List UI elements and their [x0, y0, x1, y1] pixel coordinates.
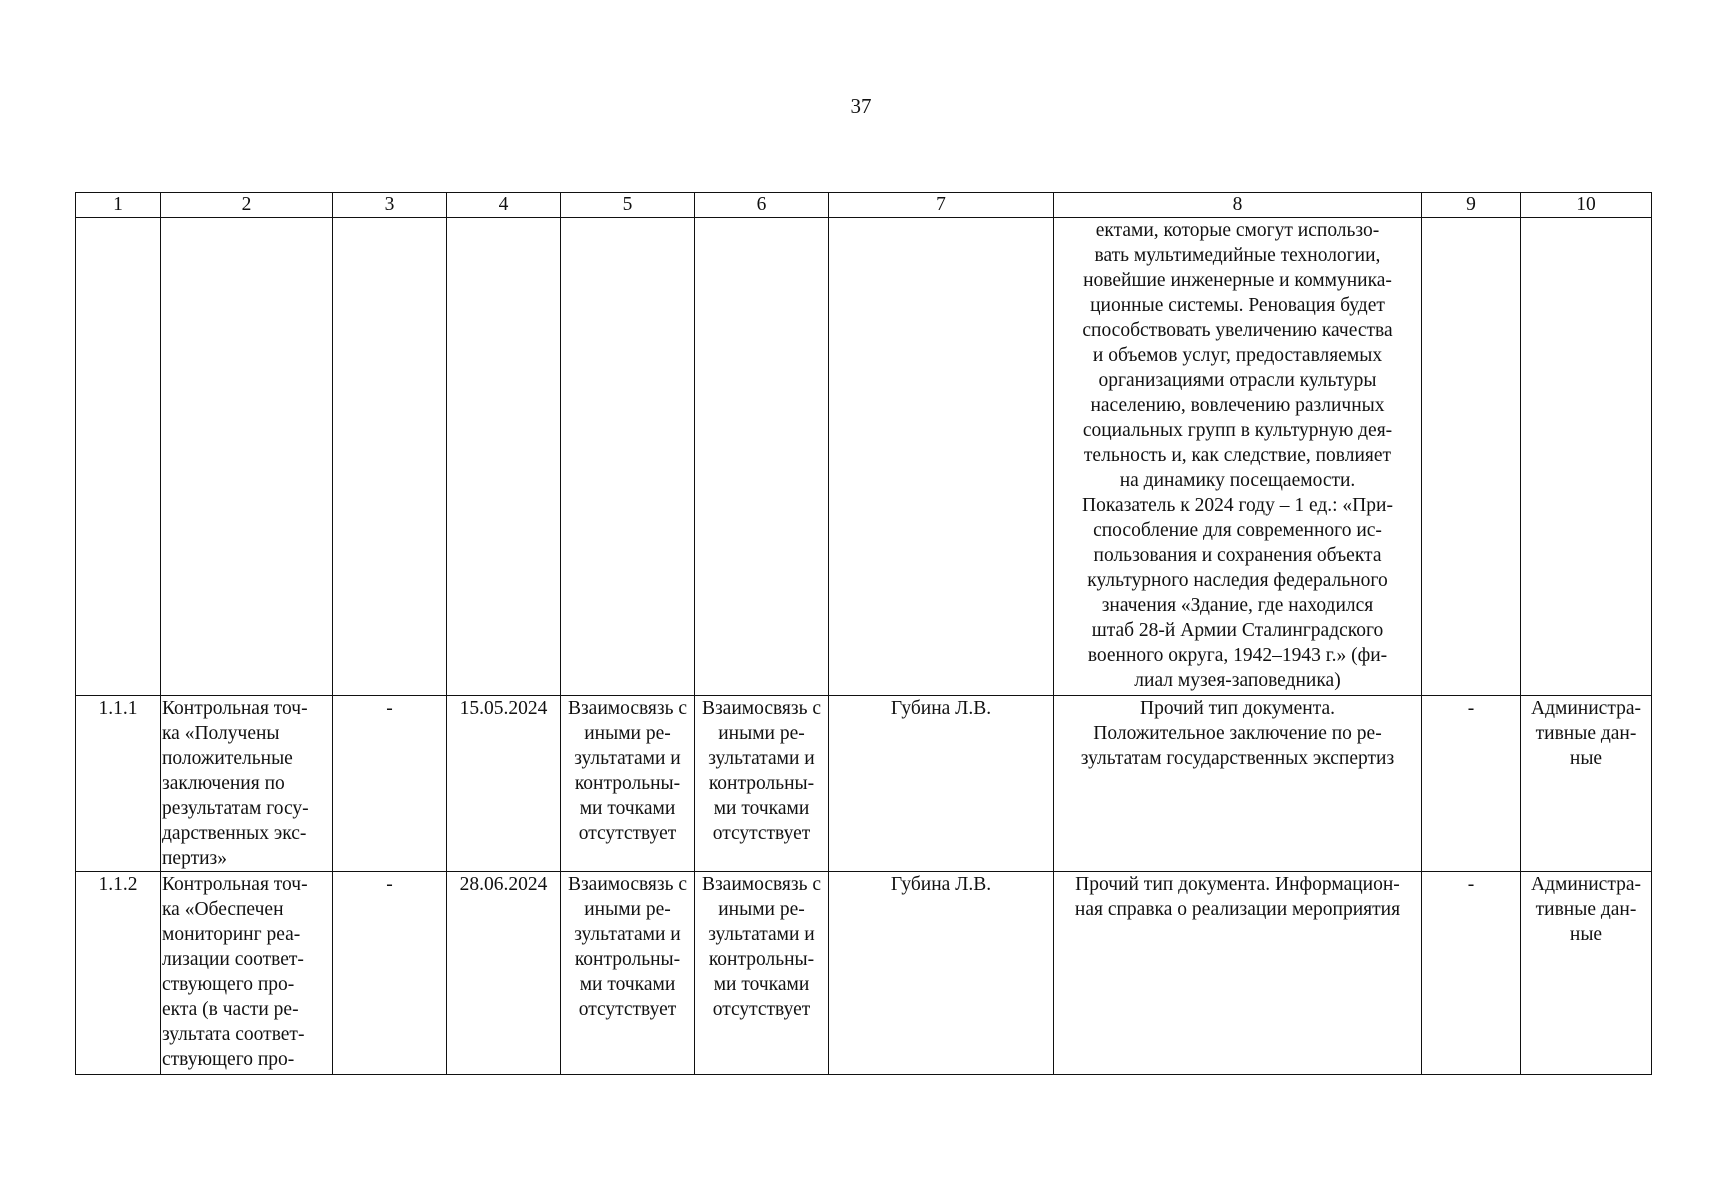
row-number: 1.1.2: [76, 872, 161, 1075]
empty-cell: [829, 218, 1054, 696]
column-number: 4: [447, 193, 561, 218]
column-number: 8: [1054, 193, 1422, 218]
data-source: Администра- тивные дан- ные: [1521, 696, 1652, 872]
column-number: 9: [1422, 193, 1521, 218]
column-number: 10: [1521, 193, 1652, 218]
due-date: 28.06.2024: [447, 872, 561, 1075]
relations-control-points: Взаимосвязь с иными ре- зультатами и контрольны- ми точками отсутствует: [695, 872, 829, 1075]
row-number: 1.1.1: [76, 696, 161, 872]
empty-cell: [695, 218, 829, 696]
col3-value: -: [333, 872, 447, 1075]
empty-cell: [447, 218, 561, 696]
empty-cell: [561, 218, 695, 696]
col3-value: -: [333, 696, 447, 872]
continuation-description: ектами, которые смогут использо- вать мультимедийные технологии, новейшие инженерные и коммуника- ционные системы. Реновация будет способствовать увеличению качества и объемов услуг, предоставляемых организациями отрасли культуры населению, вовлечению различных социальных групп в культурную дея- тельность и, как следствие, повлияет на динамику посещаемости. Показатель к 2024 году – 1 ед.: «При- способление для современного ис- пользования и сохранения объекта культурного наследия федерального значения «Здание, где находился штаб 28-й Армии Сталинградского военного округа, 1942–1943 г.» (фи- лиал музея-заповедника): [1054, 218, 1422, 696]
empty-cell: [161, 218, 333, 696]
responsible-person: Губина Л.В.: [829, 696, 1054, 872]
empty-cell: [1521, 218, 1652, 696]
col9-value: -: [1422, 872, 1521, 1075]
column-number: 5: [561, 193, 695, 218]
responsible-person: Губина Л.В.: [829, 872, 1054, 1075]
due-date: 15.05.2024: [447, 696, 561, 872]
control-points-table: [75, 192, 1652, 1075]
empty-cell: [1422, 218, 1521, 696]
continuation-row: [76, 218, 1652, 696]
relations-results: Взаимосвязь с иными ре- зультатами и контрольны- ми точками отсутствует: [561, 872, 695, 1075]
column-number: 2: [161, 193, 333, 218]
column-number: 7: [829, 193, 1054, 218]
empty-cell: [76, 218, 161, 696]
table-row: [76, 872, 1652, 1075]
control-point-name: Контрольная точ- ка «Получены положительные заключения по результатам госу- дарственных экс- пертиз»: [161, 696, 333, 872]
empty-cell: [333, 218, 447, 696]
page-number: 37: [850, 94, 872, 118]
col9-value: -: [1422, 696, 1521, 872]
document-type: Прочий тип документа. Информацион- ная справка о реализации мероприятия: [1054, 872, 1422, 1075]
column-number: 3: [333, 193, 447, 218]
data-source: Администра- тивные дан- ные: [1521, 872, 1652, 1075]
document-type: Прочий тип документа. Положительное заключение по ре- зультатам государственных экспертиз: [1054, 696, 1422, 872]
column-number: 1: [76, 193, 161, 218]
table-row: [76, 696, 1652, 872]
relations-results: Взаимосвязь с иными ре- зультатами и контрольны- ми точками отсутствует: [561, 696, 695, 872]
column-number-header-row: [76, 193, 1652, 218]
control-point-name: Контрольная точ- ка «Обеспечен мониторинг реа- лизации соответ- ствующего про- екта (в части ре- зультата соответ- ствующего про-: [161, 872, 333, 1075]
relations-control-points: Взаимосвязь с иными ре- зультатами и контрольны- ми точками отсутствует: [695, 696, 829, 872]
column-number: 6: [695, 193, 829, 218]
